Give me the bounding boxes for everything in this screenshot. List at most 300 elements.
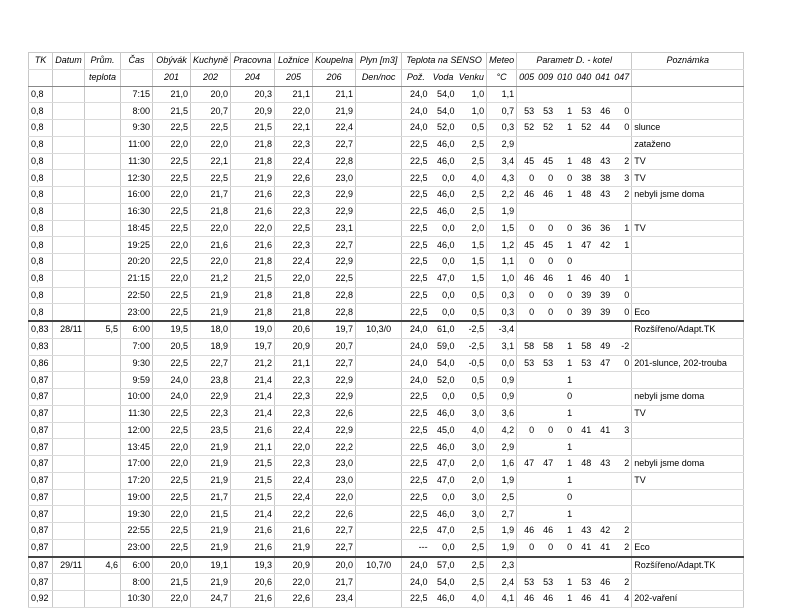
cell-param-041 — [593, 86, 612, 103]
room-201-subheader: 201 — [153, 69, 191, 86]
cell-senso-required: 24,0 — [402, 103, 430, 120]
cell-room-205: 22,1 — [275, 120, 313, 137]
cell-room-206: 23,4 — [313, 591, 356, 608]
cell-param-047 — [612, 136, 632, 153]
cell-param-041: 43 — [593, 153, 612, 170]
cell-date — [53, 220, 85, 237]
cell-param-009 — [536, 136, 555, 153]
cell-tk: 0,87 — [29, 456, 53, 473]
cell-param-009: 0 — [536, 304, 555, 321]
cell-room-205: 22,0 — [275, 574, 313, 591]
cell-param-009: 45 — [536, 153, 555, 170]
cell-avg-temp — [85, 237, 121, 254]
cell-meteo: 1,9 — [487, 539, 517, 556]
cell-room-204: 21,6 — [231, 203, 275, 220]
cell-param-009: 0 — [536, 422, 555, 439]
cell-param-010: 0 — [555, 254, 574, 271]
cell-senso-required: 22,5 — [402, 270, 430, 287]
cell-room-202: 21,9 — [191, 472, 231, 489]
cell-room-202: 21,9 — [191, 574, 231, 591]
cell-param-005 — [517, 86, 537, 103]
table-row — [29, 170, 744, 187]
cell-param-040: 47 — [574, 237, 593, 254]
cell-param-005 — [517, 489, 537, 506]
cell-meteo: 1,9 — [487, 472, 517, 489]
cell-date — [53, 355, 85, 372]
cell-senso-outside: 4,0 — [457, 422, 487, 439]
cell-gas — [356, 355, 402, 372]
cell-param-010: 1 — [555, 355, 574, 372]
cell-senso-outside: 0,5 — [457, 287, 487, 304]
col-tk-subheader — [29, 69, 53, 86]
cell-time: 18:45 — [121, 220, 153, 237]
cell-room-205: 22,3 — [275, 237, 313, 254]
cell-room-206: 22,7 — [313, 237, 356, 254]
cell-param-005 — [517, 321, 537, 338]
cell-param-010: 1 — [555, 120, 574, 137]
cell-senso-water: 46,0 — [430, 136, 457, 153]
cell-param-047: 2 — [612, 187, 632, 204]
cell-param-041 — [593, 405, 612, 422]
cell-param-040: 38 — [574, 170, 593, 187]
cell-gas — [356, 203, 402, 220]
cell-senso-outside: 0,5 — [457, 389, 487, 406]
cell-meteo: 1,0 — [487, 270, 517, 287]
cell-room-202: 22,0 — [191, 254, 231, 271]
cell-room-202: 20,7 — [191, 103, 231, 120]
cell-meteo: 2,3 — [487, 557, 517, 574]
cell-room-201: 22,5 — [153, 153, 191, 170]
cell-param-009: 0 — [536, 539, 555, 556]
cell-senso-outside: 3,0 — [457, 405, 487, 422]
cell-senso-water: 46,0 — [430, 591, 457, 608]
col-living-room-header: Obývák — [153, 53, 191, 70]
cell-param-041 — [593, 389, 612, 406]
cell-avg-temp — [85, 287, 121, 304]
cell-note — [632, 270, 744, 287]
cell-senso-outside: 2,0 — [457, 472, 487, 489]
cell-senso-water: 46,0 — [430, 405, 457, 422]
cell-room-205: 22,2 — [275, 506, 313, 523]
cell-senso-water: 59,0 — [430, 338, 457, 355]
cell-param-005: 47 — [517, 456, 537, 473]
cell-gas — [356, 103, 402, 120]
cell-senso-water: 0,0 — [430, 389, 457, 406]
cell-senso-outside: 3,0 — [457, 489, 487, 506]
cell-senso-required: 24,0 — [402, 355, 430, 372]
cell-room-204: 21,5 — [231, 270, 275, 287]
cell-meteo: 2,4 — [487, 574, 517, 591]
cell-param-040: 41 — [574, 539, 593, 556]
cell-param-005 — [517, 472, 537, 489]
cell-note: Eco — [632, 304, 744, 321]
cell-param-047: 0 — [612, 287, 632, 304]
cell-senso-required: --- — [402, 539, 430, 556]
cell-time: 20:20 — [121, 254, 153, 271]
cell-time: 17:00 — [121, 456, 153, 473]
cell-param-005: 46 — [517, 591, 537, 608]
cell-senso-outside: 1,5 — [457, 270, 487, 287]
cell-room-201: 22,0 — [153, 591, 191, 608]
cell-senso-outside: -2,5 — [457, 338, 487, 355]
cell-time: 16:00 — [121, 187, 153, 204]
cell-meteo: 2,2 — [487, 187, 517, 204]
cell-date — [53, 170, 85, 187]
cell-param-005: 0 — [517, 254, 537, 271]
cell-param-041: 43 — [593, 187, 612, 204]
cell-gas — [356, 86, 402, 103]
cell-time: 10:30 — [121, 591, 153, 608]
cell-note: slunce — [632, 120, 744, 137]
cell-note: Rozšířeno/Adapt.TK — [632, 321, 744, 338]
cell-room-206: 23,1 — [313, 220, 356, 237]
cell-meteo: 0,7 — [487, 103, 517, 120]
cell-room-205: 22,4 — [275, 472, 313, 489]
cell-meteo: 2,9 — [487, 136, 517, 153]
cell-avg-temp — [85, 338, 121, 355]
cell-note: nebyli jsme doma — [632, 456, 744, 473]
cell-gas — [356, 237, 402, 254]
cell-room-202: 18,0 — [191, 321, 231, 338]
cell-room-206: 22,9 — [313, 254, 356, 271]
cell-senso-required: 22,5 — [402, 523, 430, 540]
cell-room-204: 21,6 — [231, 539, 275, 556]
cell-senso-required: 22,5 — [402, 506, 430, 523]
cell-room-201: 21,5 — [153, 574, 191, 591]
cell-avg-temp — [85, 523, 121, 540]
cell-room-201: 22,0 — [153, 270, 191, 287]
cell-senso-outside: 2,5 — [457, 136, 487, 153]
cell-senso-water: 54,0 — [430, 574, 457, 591]
cell-senso-required: 24,0 — [402, 86, 430, 103]
cell-room-204: 21,8 — [231, 287, 275, 304]
cell-room-202: 21,5 — [191, 506, 231, 523]
cell-time: 19:00 — [121, 489, 153, 506]
cell-room-205: 22,4 — [275, 422, 313, 439]
cell-param-041 — [593, 321, 612, 338]
cell-room-206: 22,9 — [313, 187, 356, 204]
cell-param-041: 41 — [593, 539, 612, 556]
cell-senso-water: 54,0 — [430, 355, 457, 372]
cell-date — [53, 405, 85, 422]
cell-senso-outside: 2,5 — [457, 187, 487, 204]
cell-room-204: 21,2 — [231, 355, 275, 372]
cell-senso-required: 22,5 — [402, 472, 430, 489]
cell-room-205: 22,3 — [275, 203, 313, 220]
cell-param-009 — [536, 405, 555, 422]
cell-param-005: 45 — [517, 237, 537, 254]
cell-room-204: 19,0 — [231, 321, 275, 338]
cell-senso-outside: 0,5 — [457, 372, 487, 389]
col-date-header: Datum — [53, 53, 85, 70]
cell-param-040 — [574, 136, 593, 153]
cell-senso-outside: 1,0 — [457, 86, 487, 103]
cell-param-041: 39 — [593, 304, 612, 321]
cell-param-047 — [612, 321, 632, 338]
cell-param-010: 1 — [555, 405, 574, 422]
cell-senso-outside: 3,0 — [457, 439, 487, 456]
cell-note — [632, 574, 744, 591]
cell-param-047 — [612, 405, 632, 422]
cell-gas — [356, 254, 402, 271]
cell-param-009: 58 — [536, 338, 555, 355]
cell-gas — [356, 523, 402, 540]
cell-room-202: 22,5 — [191, 170, 231, 187]
cell-note — [632, 523, 744, 540]
cell-avg-temp — [85, 539, 121, 556]
cell-note — [632, 237, 744, 254]
cell-room-204: 21,5 — [231, 472, 275, 489]
table-row — [29, 591, 744, 608]
cell-room-201: 24,0 — [153, 372, 191, 389]
cell-param-010: 1 — [555, 153, 574, 170]
table-row — [29, 120, 744, 137]
cell-room-202: 22,5 — [191, 120, 231, 137]
cell-date — [53, 254, 85, 271]
cell-room-201: 21,0 — [153, 86, 191, 103]
cell-room-202: 24,7 — [191, 591, 231, 608]
cell-param-040: 36 — [574, 220, 593, 237]
cell-avg-temp — [85, 355, 121, 372]
cell-room-205: 21,9 — [275, 539, 313, 556]
cell-senso-outside: -0,5 — [457, 355, 487, 372]
cell-avg-temp — [85, 203, 121, 220]
cell-param-040: 43 — [574, 523, 593, 540]
cell-avg-temp — [85, 170, 121, 187]
cell-param-040 — [574, 203, 593, 220]
cell-meteo: 1,1 — [487, 254, 517, 271]
cell-senso-outside: 4,0 — [457, 591, 487, 608]
cell-avg-temp — [85, 86, 121, 103]
cell-param-040: 39 — [574, 304, 593, 321]
cell-room-205: 22,4 — [275, 489, 313, 506]
cell-room-206: 22,5 — [313, 270, 356, 287]
cell-tk: 0,8 — [29, 270, 53, 287]
cell-param-040 — [574, 321, 593, 338]
cell-room-204: 21,4 — [231, 405, 275, 422]
cell-room-204: 20,6 — [231, 574, 275, 591]
cell-room-201: 22,0 — [153, 456, 191, 473]
cell-param-010: 0 — [555, 489, 574, 506]
cell-senso-required: 22,5 — [402, 187, 430, 204]
param-041-subheader: 041 — [593, 69, 612, 86]
cell-room-201: 22,5 — [153, 489, 191, 506]
cell-senso-outside: 2,0 — [457, 456, 487, 473]
cell-room-206: 22,9 — [313, 389, 356, 406]
cell-param-047: 1 — [612, 220, 632, 237]
cell-param-041: 39 — [593, 287, 612, 304]
cell-room-201: 22,0 — [153, 506, 191, 523]
cell-param-005: 58 — [517, 338, 537, 355]
cell-meteo: 0,3 — [487, 287, 517, 304]
cell-param-041: 42 — [593, 237, 612, 254]
cell-room-206: 23,0 — [313, 170, 356, 187]
table-row — [29, 557, 744, 574]
cell-param-009: 0 — [536, 170, 555, 187]
table-row — [29, 472, 744, 489]
room-202-subheader: 202 — [191, 69, 231, 86]
cell-room-206: 21,1 — [313, 86, 356, 103]
table-row — [29, 574, 744, 591]
cell-room-202: 21,7 — [191, 489, 231, 506]
cell-note: zataženo — [632, 136, 744, 153]
cell-time: 13:45 — [121, 439, 153, 456]
cell-senso-required: 22,5 — [402, 456, 430, 473]
cell-note — [632, 287, 744, 304]
cell-senso-outside: 2,5 — [457, 574, 487, 591]
cell-avg-temp — [85, 439, 121, 456]
cell-room-206: 22,0 — [313, 489, 356, 506]
cell-param-009 — [536, 439, 555, 456]
cell-param-005: 0 — [517, 220, 537, 237]
gas-day-night-subheader: Den/noc — [356, 69, 402, 86]
cell-senso-water: 46,0 — [430, 153, 457, 170]
cell-param-047 — [612, 254, 632, 271]
cell-senso-water: 47,0 — [430, 523, 457, 540]
cell-room-204: 19,3 — [231, 557, 275, 574]
cell-time: 9:59 — [121, 372, 153, 389]
cell-room-204: 21,8 — [231, 304, 275, 321]
cell-param-047: -2 — [612, 338, 632, 355]
table-row — [29, 270, 744, 287]
cell-senso-required: 24,0 — [402, 338, 430, 355]
cell-tk: 0,8 — [29, 254, 53, 271]
cell-time: 11:30 — [121, 405, 153, 422]
cell-avg-temp — [85, 220, 121, 237]
cell-time: 17:20 — [121, 472, 153, 489]
cell-senso-required: 22,5 — [402, 389, 430, 406]
cell-tk: 0,8 — [29, 187, 53, 204]
cell-note — [632, 506, 744, 523]
cell-room-205: 20,9 — [275, 338, 313, 355]
cell-time: 16:30 — [121, 203, 153, 220]
cell-date — [53, 472, 85, 489]
cell-meteo: 1,9 — [487, 523, 517, 540]
col-gas-header: Plyn [m3] — [356, 53, 402, 70]
cell-room-201: 19,5 — [153, 321, 191, 338]
cell-room-205: 20,6 — [275, 321, 313, 338]
cell-room-205: 21,1 — [275, 86, 313, 103]
cell-param-040 — [574, 405, 593, 422]
cell-tk: 0,83 — [29, 321, 53, 338]
cell-time: 19:25 — [121, 237, 153, 254]
cell-tk: 0,87 — [29, 574, 53, 591]
cell-room-205: 22,3 — [275, 372, 313, 389]
cell-param-009 — [536, 472, 555, 489]
cell-param-041 — [593, 557, 612, 574]
cell-tk: 0,87 — [29, 506, 53, 523]
cell-param-005: 0 — [517, 539, 537, 556]
cell-gas — [356, 187, 402, 204]
cell-param-005: 53 — [517, 355, 537, 372]
cell-tk: 0,87 — [29, 472, 53, 489]
cell-note: TV — [632, 153, 744, 170]
cell-param-010 — [555, 557, 574, 574]
cell-room-204: 21,6 — [231, 591, 275, 608]
cell-note — [632, 489, 744, 506]
cell-date — [53, 372, 85, 389]
senso-temperature-group-header: Teplota na SENSO — [402, 53, 487, 70]
cell-room-204: 21,4 — [231, 372, 275, 389]
cell-senso-water: 0,0 — [430, 539, 457, 556]
cell-param-047: 0 — [612, 120, 632, 137]
cell-senso-required: 22,5 — [402, 254, 430, 271]
param-047-subheader: 047 — [612, 69, 632, 86]
table-row — [29, 523, 744, 540]
cell-senso-water: 0,0 — [430, 287, 457, 304]
cell-meteo: 4,3 — [487, 170, 517, 187]
cell-gas — [356, 170, 402, 187]
cell-room-201: 22,5 — [153, 304, 191, 321]
param-040-subheader: 040 — [574, 69, 593, 86]
cell-param-009 — [536, 203, 555, 220]
cell-param-047: 1 — [612, 270, 632, 287]
cell-note — [632, 103, 744, 120]
cell-senso-outside: 2,5 — [457, 523, 487, 540]
cell-senso-water: 47,0 — [430, 472, 457, 489]
cell-param-010: 1 — [555, 591, 574, 608]
cell-tk: 0,8 — [29, 136, 53, 153]
cell-param-005: 0 — [517, 287, 537, 304]
cell-param-040: 53 — [574, 574, 593, 591]
cell-date — [53, 489, 85, 506]
cell-room-204: 21,5 — [231, 456, 275, 473]
cell-room-206: 22,7 — [313, 523, 356, 540]
cell-param-040: 39 — [574, 287, 593, 304]
cell-room-205: 21,8 — [275, 287, 313, 304]
cell-gas — [356, 539, 402, 556]
cell-date — [53, 153, 85, 170]
cell-param-010: 1 — [555, 372, 574, 389]
cell-param-040: 41 — [574, 422, 593, 439]
cell-room-206: 22,6 — [313, 506, 356, 523]
cell-room-205: 22,0 — [275, 270, 313, 287]
cell-room-205: 22,6 — [275, 170, 313, 187]
cell-note — [632, 372, 744, 389]
col-meteo-header: Meteo — [487, 53, 517, 70]
cell-param-009 — [536, 557, 555, 574]
cell-senso-water: 47,0 — [430, 456, 457, 473]
cell-param-041: 49 — [593, 338, 612, 355]
cell-param-009: 53 — [536, 103, 555, 120]
cell-date — [53, 506, 85, 523]
cell-room-206: 22,9 — [313, 372, 356, 389]
cell-senso-water: 0,0 — [430, 254, 457, 271]
cell-avg-temp — [85, 372, 121, 389]
cell-param-009: 0 — [536, 287, 555, 304]
cell-meteo: 3,1 — [487, 338, 517, 355]
cell-param-005 — [517, 557, 537, 574]
cell-param-041 — [593, 203, 612, 220]
cell-meteo: 0,9 — [487, 389, 517, 406]
cell-room-206: 21,9 — [313, 103, 356, 120]
cell-tk: 0,83 — [29, 338, 53, 355]
table-row — [29, 237, 744, 254]
cell-param-010: 1 — [555, 506, 574, 523]
boiler-parameter-group-header: Parametr D. - kotel — [517, 53, 632, 70]
cell-room-201: 22,0 — [153, 439, 191, 456]
cell-param-010: 0 — [555, 220, 574, 237]
cell-param-009: 46 — [536, 187, 555, 204]
cell-date — [53, 539, 85, 556]
cell-param-009: 46 — [536, 270, 555, 287]
table-row — [29, 254, 744, 271]
cell-gas — [356, 422, 402, 439]
cell-avg-temp — [85, 270, 121, 287]
cell-room-201: 22,5 — [153, 523, 191, 540]
cell-room-206: 22,7 — [313, 539, 356, 556]
cell-senso-outside: 1,5 — [457, 254, 487, 271]
